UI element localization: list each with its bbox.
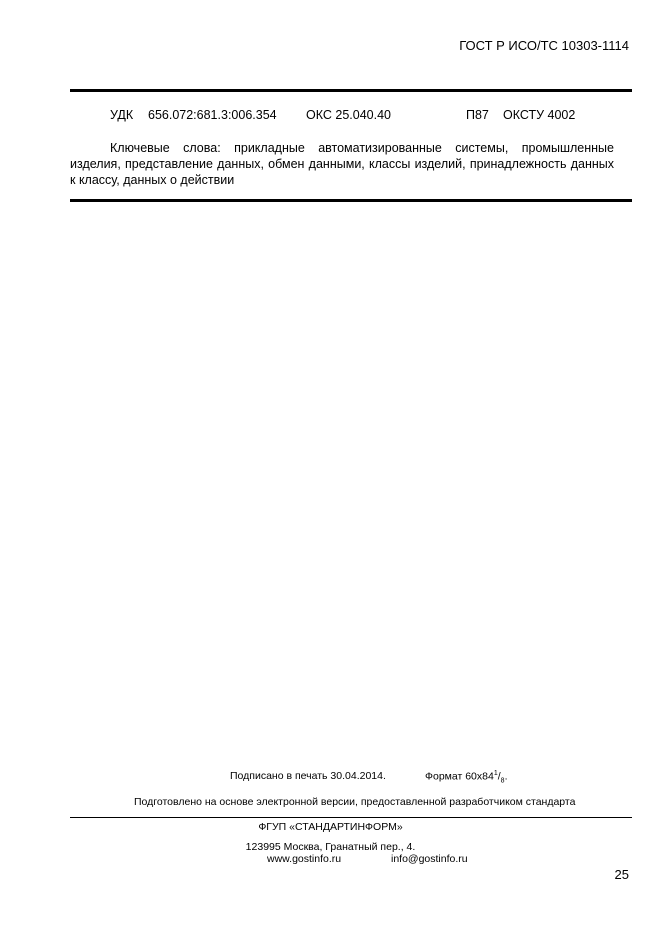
format-denominator: 8 — [500, 777, 505, 785]
udk-value: 656.072:681.3:006.354 — [148, 108, 277, 122]
keywords-divider — [70, 199, 632, 202]
udk-label: УДК — [110, 108, 134, 122]
publisher-email: info@gostinfo.ru — [391, 853, 468, 865]
paper-format: Формат $60x84^1/_8$. — [425, 770, 508, 785]
signed-for-print: Подписано в печать 30.04.2014. — [230, 770, 386, 782]
publisher-website: www.gostinfo.ru — [267, 853, 342, 865]
imprint-divider — [70, 817, 632, 818]
format-prefix: Формат 60x84 — [425, 770, 494, 783]
top-divider — [70, 89, 632, 92]
oks-code: ОКС 25.040.40 — [306, 108, 391, 122]
format-suffix: . — [504, 770, 508, 783]
keywords-paragraph: Ключевые слова: прикладные автоматизированные системы, промышленные изделия, представление данных, обмен данными, классы изделий, принадлежность данных к классу, данных о действии — [70, 141, 614, 187]
okstu-code: ОКСТУ 4002 — [503, 108, 576, 122]
format-numerator: 1 — [493, 770, 498, 777]
document-code: ГОСТ Р ИСО/ТС 10303-1114 — [459, 38, 629, 53]
publisher-name: ФГУП «СТАНДАРТИНФОРМ» — [258, 821, 403, 833]
prepared-note: Подготовлено на основе электронной версии, предоставленной разработчиком стандарта — [134, 796, 576, 808]
publisher-address: 123995 Москва, Гранатный пер., 4. — [245, 841, 416, 853]
p87-code: П87 — [466, 108, 489, 122]
page-number: 25 — [614, 867, 629, 882]
